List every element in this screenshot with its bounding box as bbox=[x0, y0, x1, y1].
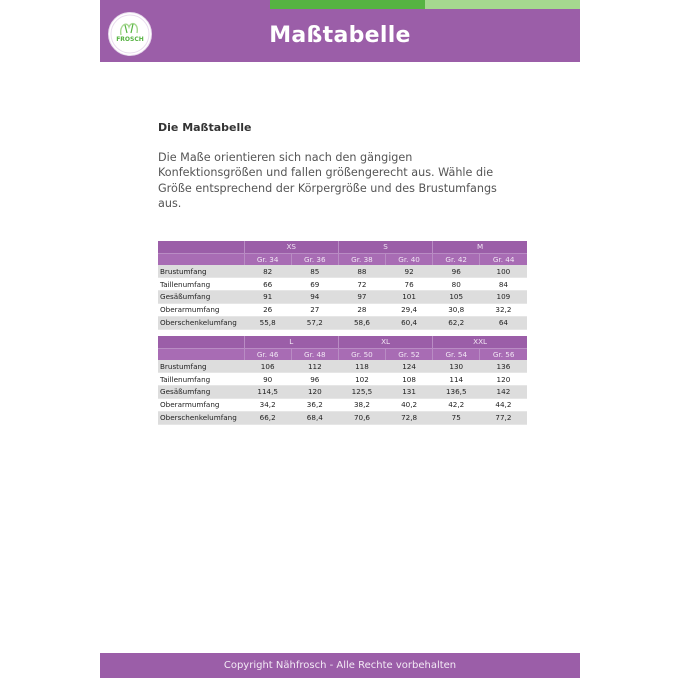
row-label: Brustumfang bbox=[158, 265, 244, 277]
size-header-row bbox=[158, 336, 527, 348]
table-cell: 36,2 bbox=[291, 398, 338, 411]
table-cell: 80 bbox=[433, 278, 480, 291]
color-strip bbox=[100, 0, 580, 9]
table-cell: 136,5 bbox=[433, 385, 480, 398]
table-cell: 72 bbox=[338, 278, 385, 291]
logo bbox=[108, 12, 152, 56]
table-cell: 96 bbox=[291, 373, 338, 386]
table-row bbox=[158, 278, 527, 291]
table-row bbox=[158, 373, 527, 386]
size-table-1 bbox=[158, 241, 527, 330]
table-cell: 62,2 bbox=[433, 316, 480, 329]
table-cell: 114 bbox=[433, 373, 480, 386]
table-cell: 136 bbox=[480, 360, 527, 372]
row-label: Gesäßumfang bbox=[158, 385, 244, 398]
color-strip-purple bbox=[100, 0, 270, 9]
row-label: Gesäßumfang bbox=[158, 290, 244, 303]
grade-label: Gr. 46 bbox=[244, 348, 291, 360]
intro-paragraph: Die Maße orientieren sich nach den gängigen Konfektionsgrößen und fallen größengerecht aus. Wähle die Größe entsprechend der Körpergröße und des Brustumfangs aus. bbox=[158, 151, 497, 211]
row-label: Oberschenkelumfang bbox=[158, 316, 244, 329]
grade-label: Gr. 52 bbox=[386, 348, 433, 360]
row-label: Oberarmumfang bbox=[158, 303, 244, 316]
table-cell: 30,8 bbox=[433, 303, 480, 316]
table-cell: 76 bbox=[386, 278, 433, 291]
table-cell: 94 bbox=[291, 290, 338, 303]
table-cell: 97 bbox=[338, 290, 385, 303]
row-label: Oberschenkelumfang bbox=[158, 411, 244, 424]
row-label: Brustumfang bbox=[158, 360, 244, 372]
table-cell: 38,2 bbox=[338, 398, 385, 411]
table-cell: 130 bbox=[433, 360, 480, 372]
table-row bbox=[158, 360, 527, 372]
grade-label: Gr. 34 bbox=[244, 253, 291, 265]
grade-label: Gr. 44 bbox=[480, 253, 527, 265]
table-cell: 28 bbox=[338, 303, 385, 316]
table-corner bbox=[158, 253, 244, 265]
size-header-row bbox=[158, 241, 527, 253]
table-cell: 66,2 bbox=[244, 411, 291, 424]
color-strip-light-green bbox=[425, 0, 580, 9]
size-label: XL bbox=[338, 336, 432, 348]
table-cell: 26 bbox=[244, 303, 291, 316]
table-cell: 91 bbox=[244, 290, 291, 303]
table-cell: 57,2 bbox=[291, 316, 338, 329]
size-table-2 bbox=[158, 336, 527, 425]
table-cell: 40,2 bbox=[386, 398, 433, 411]
row-label: Taillenumfang bbox=[158, 278, 244, 291]
row-label: Oberarmumfang bbox=[158, 398, 244, 411]
table-cell: 131 bbox=[386, 385, 433, 398]
size-label: XS bbox=[244, 241, 338, 253]
table-cell: 82 bbox=[244, 265, 291, 277]
table-cell: 85 bbox=[291, 265, 338, 277]
table-cell: 90 bbox=[244, 373, 291, 386]
table-cell: 114,5 bbox=[244, 385, 291, 398]
table-row bbox=[158, 411, 527, 424]
table-cell: 60,4 bbox=[386, 316, 433, 329]
table-cell: 34,2 bbox=[244, 398, 291, 411]
table-row bbox=[158, 265, 527, 277]
page bbox=[100, 0, 580, 680]
page-title: Maßtabelle bbox=[269, 23, 411, 48]
table-row bbox=[158, 316, 527, 329]
section-heading: Die Maßtabelle bbox=[158, 121, 252, 134]
grade-label: Gr. 50 bbox=[338, 348, 385, 360]
table-cell: 32,2 bbox=[480, 303, 527, 316]
table-cell: 100 bbox=[480, 265, 527, 277]
size-label: XXL bbox=[433, 336, 527, 348]
table-cell: 77,2 bbox=[480, 411, 527, 424]
table-cell: 29,4 bbox=[386, 303, 433, 316]
size-label: S bbox=[338, 241, 432, 253]
grade-header-row bbox=[158, 253, 527, 265]
grade-label: Gr. 40 bbox=[386, 253, 433, 265]
grade-label: Gr. 36 bbox=[291, 253, 338, 265]
table-cell: 42,2 bbox=[433, 398, 480, 411]
grade-label: Gr. 54 bbox=[433, 348, 480, 360]
frog-logo-icon bbox=[109, 13, 151, 55]
table-cell: 102 bbox=[338, 373, 385, 386]
table-cell: 108 bbox=[386, 373, 433, 386]
size-label: L bbox=[244, 336, 338, 348]
row-label: Taillenumfang bbox=[158, 373, 244, 386]
table-cell: 69 bbox=[291, 278, 338, 291]
table-cell: 66 bbox=[244, 278, 291, 291]
table-cell: 125,5 bbox=[338, 385, 385, 398]
table-row bbox=[158, 385, 527, 398]
table-cell: 120 bbox=[480, 373, 527, 386]
table-cell: 84 bbox=[480, 278, 527, 291]
grade-header-row bbox=[158, 348, 527, 360]
table-corner bbox=[158, 241, 244, 253]
table-cell: 106 bbox=[244, 360, 291, 372]
table-row bbox=[158, 303, 527, 316]
table-cell: 64 bbox=[480, 316, 527, 329]
table-row bbox=[158, 398, 527, 411]
table-cell: 112 bbox=[291, 360, 338, 372]
grade-label: Gr. 42 bbox=[433, 253, 480, 265]
table-cell: 68,4 bbox=[291, 411, 338, 424]
table-cell: 118 bbox=[338, 360, 385, 372]
table-cell: 92 bbox=[386, 265, 433, 277]
table-cell: 70,6 bbox=[338, 411, 385, 424]
size-label: M bbox=[433, 241, 527, 253]
table-cell: 27 bbox=[291, 303, 338, 316]
table-corner bbox=[158, 348, 244, 360]
logo-word: FROSCH bbox=[116, 36, 144, 43]
table-cell: 44,2 bbox=[480, 398, 527, 411]
table-cell: 120 bbox=[291, 385, 338, 398]
grade-label: Gr. 56 bbox=[480, 348, 527, 360]
table-cell: 72,8 bbox=[386, 411, 433, 424]
table-cell: 101 bbox=[386, 290, 433, 303]
table-cell: 55,8 bbox=[244, 316, 291, 329]
table-cell: 58,6 bbox=[338, 316, 385, 329]
table-cell: 105 bbox=[433, 290, 480, 303]
color-strip-green bbox=[270, 0, 425, 9]
table-cell: 96 bbox=[433, 265, 480, 277]
table-cell: 75 bbox=[433, 411, 480, 424]
grade-label: Gr. 38 bbox=[338, 253, 385, 265]
table-corner bbox=[158, 336, 244, 348]
table-cell: 124 bbox=[386, 360, 433, 372]
table-cell: 88 bbox=[338, 265, 385, 277]
table-cell: 109 bbox=[480, 290, 527, 303]
table-row bbox=[158, 290, 527, 303]
grade-label: Gr. 48 bbox=[291, 348, 338, 360]
table-cell: 142 bbox=[480, 385, 527, 398]
footer-copyright: Copyright Nähfrosch - Alle Rechte vorbehalten bbox=[100, 653, 580, 678]
